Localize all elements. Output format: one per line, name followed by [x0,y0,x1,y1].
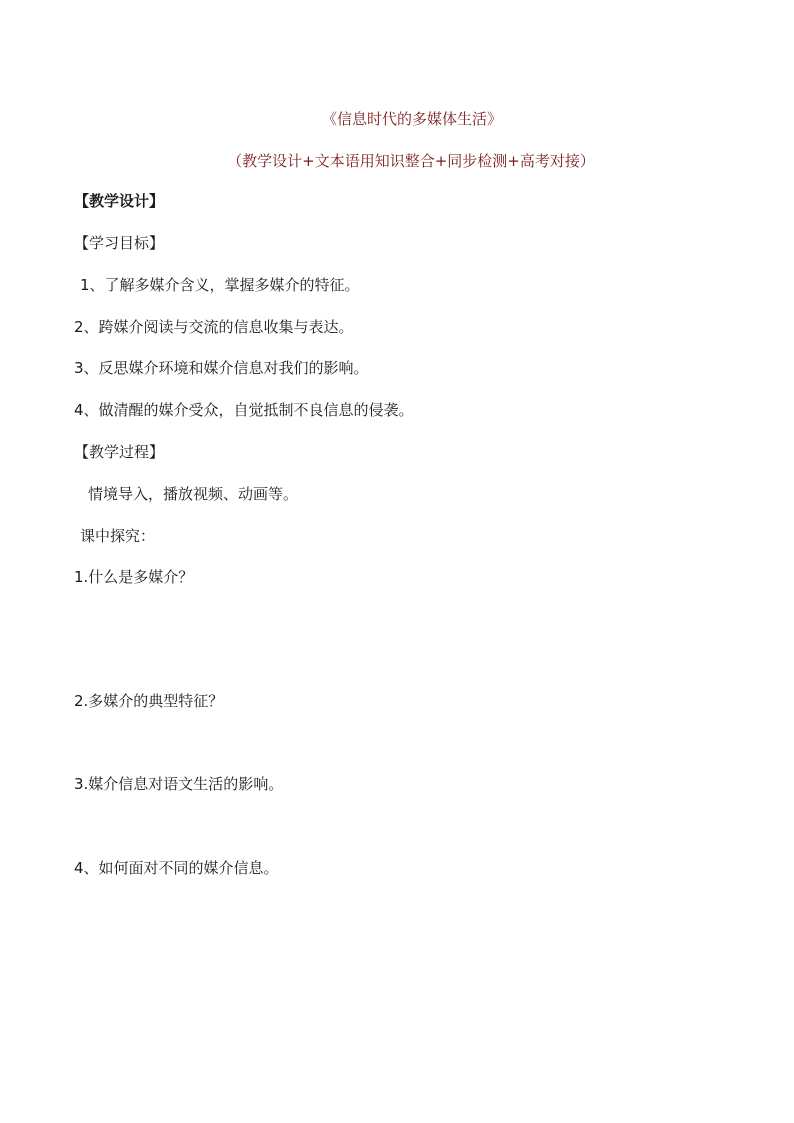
question-3: 3.媒介信息对语文生活的影响。 [74,775,284,793]
goal-item-3: 3、反思媒介环境和媒介信息对我们的影响。 [74,359,369,377]
section-heading-process: 【教学过程】 [74,443,165,461]
document-title: 《信息时代的多媒体生活》 [321,110,502,128]
document-subtitle: （教学设计+文本语用知识整合+同步检测+高考对接） [227,152,595,170]
goal-item-1: 1、了解多媒介含义，掌握多媒介的特征。 [80,276,360,294]
question-1: 1.什么是多媒介？ [74,568,194,586]
question-2: 2.多媒介的典型特征？ [74,692,224,710]
section-heading-design: 【教学设计】 [74,192,165,210]
goal-item-4: 4、做清醒的媒介受众，自觉抵制不良信息的侵袭。 [74,401,414,419]
section-heading-goals: 【学习目标】 [74,234,165,252]
question-4: 4、如何面对不同的媒介信息。 [74,859,279,877]
inquiry-label: 课中探究： [80,527,156,545]
goal-item-2: 2、跨媒介阅读与交流的信息收集与表达。 [74,318,354,336]
intro-text: 情境导入，播放视频、动画等。 [88,485,299,503]
